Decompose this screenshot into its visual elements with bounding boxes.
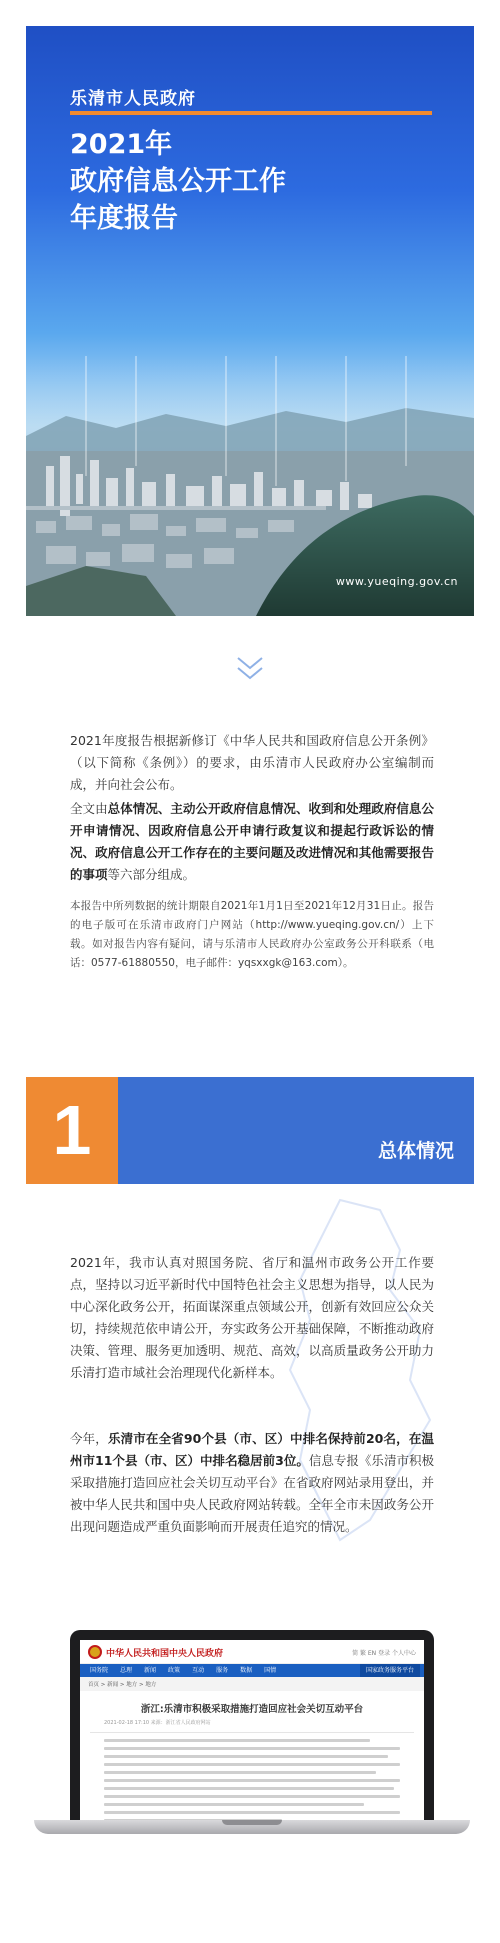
gov-article-meta: 2021-02-18 17:10 来源：浙江省人民政府网站 bbox=[90, 1719, 414, 1733]
section-title: 总体情况 bbox=[377, 1140, 454, 1162]
hero-title-line: 政府信息公开工作 bbox=[70, 166, 286, 197]
gov-site-top-links: 简 繁 EN 登录 个人中心 bbox=[352, 1650, 416, 1657]
hero-title-line: 年度报告 bbox=[70, 203, 178, 234]
section-number: 1 bbox=[26, 1077, 118, 1184]
intro-contents-paragraph bbox=[70, 798, 434, 886]
intro-paragraph: 2021年度报告根据新修订《中华人民共和国政府信息公开条例》（以下简称《条例》）的要求，由乐清市人民政府办公室编制而成，并向社会公布。 bbox=[70, 733, 434, 792]
gov-site-header bbox=[80, 1640, 424, 1664]
gov-nav-item: 互动 bbox=[192, 1667, 205, 1674]
hero-title-line: 2021年 bbox=[70, 129, 173, 160]
gov-nav-item: 政策 bbox=[168, 1667, 181, 1674]
statistics-note: 本报告中所列数据的统计期限自2021年1月1日至2021年12月31日止。报告的电子版可在乐清市政府门户网站（http://www.yueqing.gov.cn/）上下载。如对报告内容有疑问，请与乐清市人民政府办公室政务公开科联系（电话：0577-61880550，电子邮件：yqsxxgk@163.com）。 bbox=[70, 900, 434, 969]
hero-banner bbox=[26, 26, 474, 616]
laptop-frame bbox=[70, 1630, 434, 1820]
gov-article-title: 浙江:乐清市积极采取措施打造回应社会关切互动平台 bbox=[140, 1704, 364, 1715]
gov-nav-item: 新闻 bbox=[144, 1667, 157, 1674]
section-header-bar bbox=[118, 1077, 474, 1184]
ranking-lead: 今年， bbox=[70, 1431, 108, 1446]
hero-divider bbox=[70, 111, 432, 115]
gov-site-nav bbox=[80, 1664, 424, 1677]
hero-website: www.yueqing.gov.cn bbox=[335, 575, 458, 588]
gov-nav-item: 总理 bbox=[120, 1667, 133, 1674]
national-emblem-icon bbox=[88, 1645, 102, 1659]
chevron-down-icon bbox=[236, 656, 264, 682]
section1-ranking-paragraph bbox=[70, 1428, 434, 1538]
gov-breadcrumb: 首页 > 新闻 > 地方 > 地方 bbox=[80, 1677, 424, 1691]
gov-nav-item: 国务院 bbox=[90, 1667, 109, 1674]
intro-contents-bold: 总体情况、主动公开政府信息情况、收到和处理政府信息公开申请情况、因政府信息公开申请行政复议和提起行政诉讼的情况、政府信息公开工作存在的主要问题及改进情况和其他需要报告的事项 bbox=[70, 801, 434, 882]
intro-contents-lead: 全文由 bbox=[70, 801, 108, 816]
hero-title bbox=[70, 126, 286, 237]
gov-nav-item: 国家政务服务平台 bbox=[360, 1664, 420, 1677]
gov-nav-item: 服务 bbox=[216, 1667, 229, 1674]
gov-nav-item: 国情 bbox=[264, 1667, 277, 1674]
gov-article-body bbox=[80, 1733, 424, 1820]
intro-contents-tail: 等六部分组成。 bbox=[107, 867, 196, 882]
ranking-tail: 信息专报《乐清市积极采取措施打造回应社会关切互动平台》在省政府网站录用登出，并被中华人民共和国中央人民政府网站转载。全年全市未因政务公开出现问题造成严重负面影响而开展责任追究的情况。 bbox=[70, 1453, 434, 1534]
gov-nav-item: 数据 bbox=[240, 1667, 253, 1674]
gov-site-name: 中华人民共和国中央人民政府 bbox=[106, 1649, 224, 1659]
hero-org-name: 乐清市人民政府 bbox=[70, 89, 196, 109]
ranking-bold: 乐清市在全省90个县（市、区）中排名保持前20名，在温州市11个县（市、区）中排名稳居前3位。 bbox=[70, 1431, 434, 1468]
laptop-screen bbox=[80, 1640, 424, 1820]
section1-paragraph: 2021年，我市认真对照国务院、省厅和温州市政务公开工作要点，坚持以习近平新时代中国特色社会主义思想为指导，以人民为中心深化政务公开，拓面谋深重点领域公开，创新有效回应公众关切，持续规范依申请公开，夯实政务公开基础保障，不断推动政府决策、管理、服务更加透明、规范、高效，以高质量政务公开助力乐清打造市域社会治理现代化新样本。 bbox=[70, 1255, 434, 1380]
laptop-notch bbox=[222, 1820, 282, 1825]
